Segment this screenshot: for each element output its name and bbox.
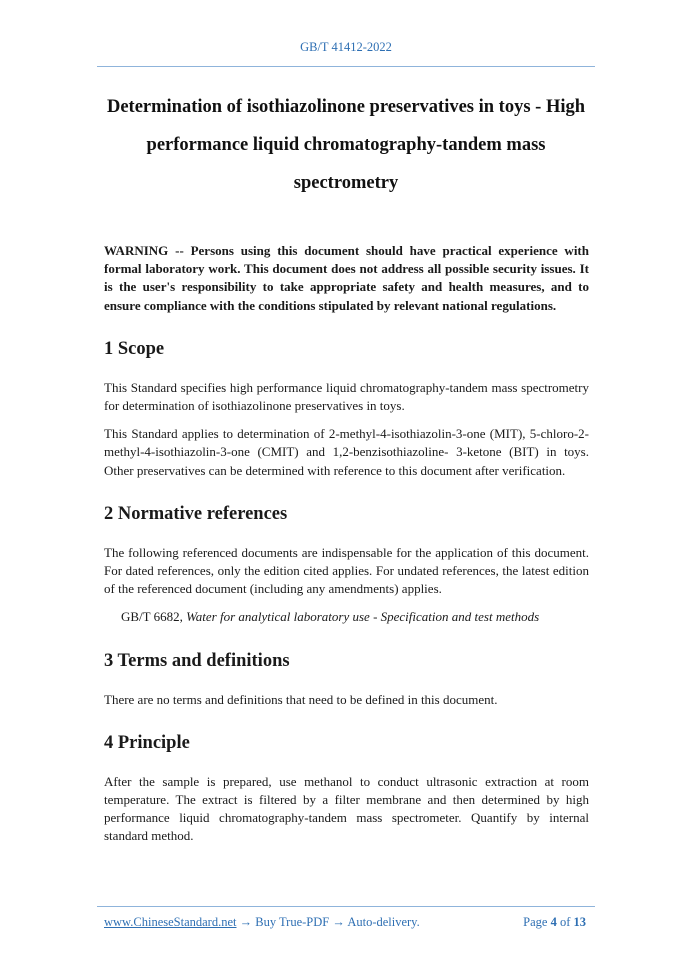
- normative-reference-item: [121, 608, 589, 626]
- normative-paragraph: The following referenced documents are indispensable for the application of this document. For dated references, only the edition cited applies. For undated references, the latest edition of the referenced document (including any amendments) applies.: [104, 544, 589, 597]
- page-current: 4: [550, 915, 557, 929]
- page-number: [523, 915, 586, 930]
- section-heading-terms: 3 Terms and definitions: [104, 650, 290, 671]
- arrow-right-icon: →: [239, 915, 253, 929]
- section-heading-scope: 1 Scope: [104, 338, 165, 359]
- delivery-text: Auto-delivery.: [347, 915, 420, 929]
- section-heading-principle: 4 Principle: [104, 732, 190, 753]
- site-link[interactable]: www.ChineseStandard.net: [104, 915, 237, 929]
- terms-paragraph: There are no terms and definitions that need to be defined in this document.: [104, 691, 498, 707]
- title-line-2: performance liquid chromatography-tandem mass: [146, 135, 546, 155]
- title-line-1: Determination of isothiazolinone preservatives in toys - High: [106, 97, 586, 117]
- reference-code: GB/T 6682,: [121, 609, 183, 625]
- footer-promo: [104, 915, 420, 930]
- warning-notice: WARNING -- Persons using this document should have practical experience with formal laboratory work. This document does not address all possible security issues. It is the user's responsibility to take appropriate safety and health measures, and to ensure compliance with the conditions stipulated by relevant national regulations.: [104, 243, 589, 313]
- header-doc-id: GB/T 41412-2022: [300, 40, 392, 54]
- page-label: Page: [523, 915, 548, 929]
- scope-paragraph-1: This Standard specifies high performance liquid chromatography-tandem mass spectrometry for determination of isothiazolinone preservatives in toys.: [104, 379, 589, 414]
- principle-paragraph: After the sample is prepared, use methanol to conduct ultrasonic extraction at room temperature. The extract is filtered by a filter membrane and then determined by high performance liquid chromatography-tandem mass spectrometer. Quantify by internal standard method.: [104, 773, 589, 844]
- buy-pdf-text: Buy True-PDF: [255, 915, 330, 929]
- running-header: [97, 40, 595, 55]
- document-title: [97, 88, 595, 202]
- arrow-right-icon: →: [332, 915, 345, 929]
- title-line-3: spectrometry: [293, 173, 399, 193]
- footer-divider: [97, 906, 595, 907]
- reference-title: Water for analytical laboratory use - Specification and test methods: [186, 609, 540, 625]
- of-label: of: [559, 915, 571, 929]
- document-body: [104, 242, 589, 856]
- header-divider: [97, 66, 595, 67]
- page-total: 13: [573, 915, 586, 929]
- scope-paragraph-2: This Standard applies to determination of 2-methyl-4-isothiazolin-3-one (MIT), 5-chloro-2-methyl-4-isothiazolin-3-one (CMIT) and 1,2-benzisothiazoline- 3-ketone (BIT) in toys. Other preservatives can be determined with reference to this document after verification.: [104, 426, 589, 478]
- section-heading-normative-references: 2 Normative references: [104, 503, 288, 524]
